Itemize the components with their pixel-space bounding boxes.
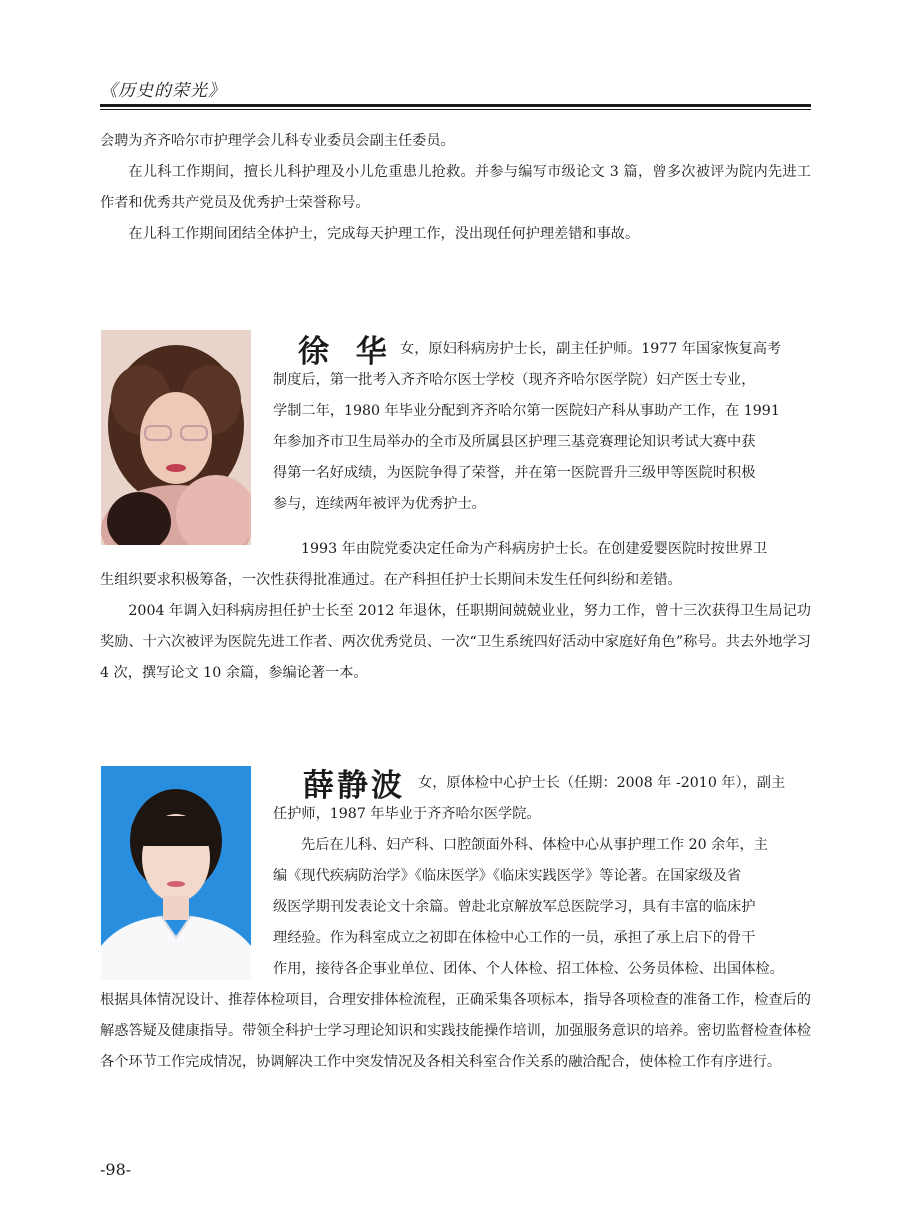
para-line: 级医学期刊发表论文十余篇。曾赴北京解放军总医院学习，具有丰富的临床护 [273, 899, 756, 915]
profile-xue-intro-line: 女，原体检中心护士长（任期：2008 年 -2010 年），副主 [418, 775, 786, 791]
paragraph: 2004 年调入妇科病房担任护士长至 2012 年退休，任职期间兢兢业业，努力工作，曾十三次获得卫生局记功奖励、十六次被评为医院先进工作者、两次优秀党员、一次“卫生系统四好活动中家庭好角色”称号。共去外地学习 4 次，撰写论文 10 余篇，参编论著一本。 [100, 603, 811, 681]
profile-xue-intro-line: 任护师，1987 年毕业于齐齐哈尔医学院。 [273, 806, 541, 822]
top-section [100, 126, 811, 250]
intro-line: 年参加齐市卫生局举办的全市及所属县区护理三基竞赛理论知识考试大赛中获 [273, 434, 756, 450]
name-xu-hua: 徐 华 [298, 334, 395, 370]
portrait-illustration [101, 766, 251, 980]
paragraph: 会聘为齐齐哈尔市护理学会儿科专业委员会副主任委员。 [100, 133, 455, 149]
intro-line: 得第一名好成绩，为医院争得了荣誉，并在第一医院晋升三级甲等医院时积极 [273, 465, 756, 481]
profile-xu-intro-line: 女，原妇科病房护士长，副主任护师。1977 年国家恢复高考 [400, 341, 782, 357]
paragraph: 根据具体情况设计、推荐体检项目，合理安排体检流程，正确采集各项标本，指导各项检查的准备工作，检查后的解惑答疑及健康指导。带领全科护士学习理论知识和实践技能操作培训，加强服务意识的培养。密切监督检查体检各个环节工作完成情况，协调解决工作中突发情况及各相关科室合作关系的融洽配合，使体检工作有序进行。 [100, 992, 811, 1070]
paragraph: 在儿科工作期间团结全体护士，完成每天护理工作，没出现任何护理差错和事故。 [128, 226, 640, 242]
para-line: 先后在儿科、妇产科、口腔颌面外科、体检中心从事护理工作 20 余年，主 [301, 837, 768, 853]
profile-xue-body [100, 985, 811, 1078]
para-line: 理经验。作为科室成立之初即在体检中心工作的一员，承担了承上启下的骨干 [273, 930, 756, 946]
name-xue-jingbo: 薛静波 [303, 768, 405, 804]
portrait-photo-xue-jingbo [101, 766, 251, 980]
page-header-title: 《历史的荣光》 [100, 81, 226, 101]
header-rule-thin [100, 109, 811, 110]
intro-line: 制度后，第一批考入齐齐哈尔医士学校（现齐齐哈尔医学院）妇产医士专业， [273, 372, 756, 388]
para-line: 作用，接待各企事业单位、团体、个人体检、招工体检、公务员体检、出国体检。 [273, 961, 784, 977]
paragraph: 生组织要求积极筹备，一次性获得批准通过。在产科担任护士长期间未发生任何纠纷和差错。 [100, 572, 682, 588]
profile-xue-para2 [273, 830, 813, 985]
intro-line: 参与，连续两年被评为优秀护士。 [273, 496, 486, 512]
page-number: -98- [100, 1160, 132, 1179]
profile-xu-intro [273, 365, 813, 520]
profile-xu-body [100, 565, 811, 689]
profile-xu-para2-first-line: 1993 年由院党委决定任命为产科病房护士长。在创建爱婴医院时按世界卫 [301, 541, 768, 557]
portrait-photo-xu-hua [101, 330, 251, 545]
portrait-illustration [101, 330, 251, 545]
paragraph: 在儿科工作期间，擅长儿科护理及小儿危重患儿抢救。并参与编写市级论文 3 篇，曾多次被评为院内先进工作者和优秀共产党员及优秀护士荣誉称号。 [100, 164, 811, 211]
para-line: 编《现代疾病防治学》《临床医学》《临床实践医学》等论著。在国家级及省 [273, 868, 742, 884]
header-rule-thick [100, 104, 811, 107]
intro-line: 学制二年，1980 年毕业分配到齐齐哈尔第一医院妇产科从事助产工作，在 1991 [273, 403, 780, 419]
